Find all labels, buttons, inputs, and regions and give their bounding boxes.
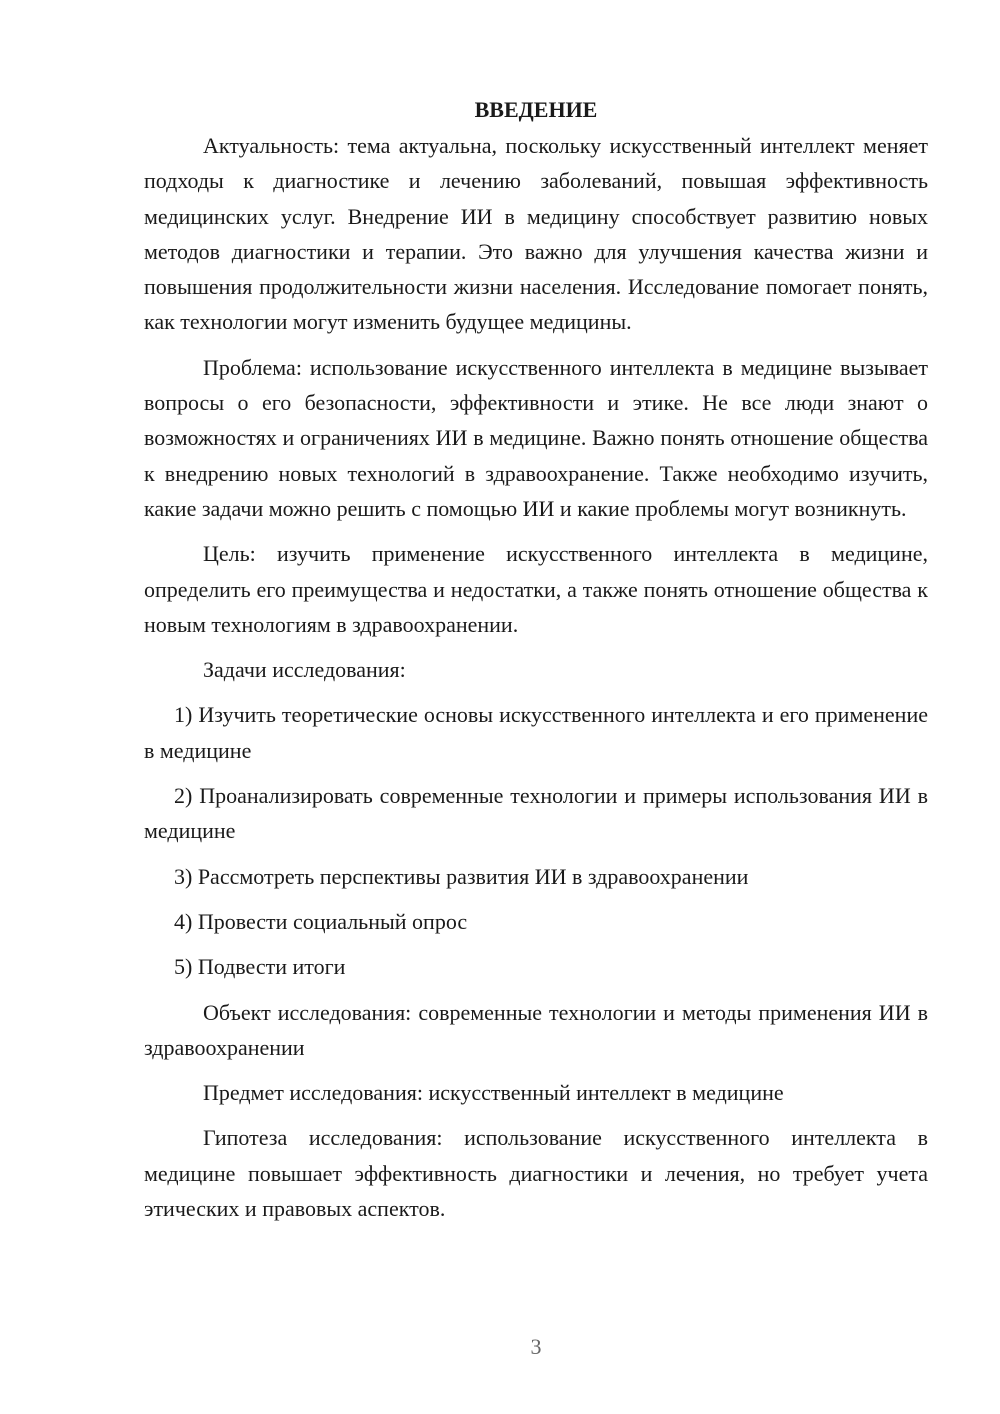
paragraph-problem: Проблема: использование искусственного интеллекта в медицине вызывает вопросы о его безопасности, эффективности и этике. Не все люди знают о возможностях и ограничениях ИИ в медицине. Важно понять отношение общества к внедрению новых технологий в здравоохранение. Также необходимо изучить, какие задачи можно решить с помощью ИИ и какие проблемы могут возникнуть.	[144, 354, 928, 521]
task-item-4: 4) Провести социальный опрос	[174, 908, 468, 934]
document-page	[144, 92, 928, 1236]
page-number: 3	[530, 1334, 542, 1359]
paragraph-object: Объект исследования: современные технологии и методы применения ИИ в здравоохранении	[144, 999, 928, 1060]
task-item-1: 1) Изучить теоретические основы искусственного интеллекта и его применение в медицине	[144, 702, 928, 763]
paragraph-goal: Цель: изучить применение искусственного интеллекта в медицине, определить его преимущества и недостатки, а также понять отношение общества к новым технологиям в здравоохранении.	[144, 541, 928, 637]
task-item-3: 3) Рассмотреть перспективы развития ИИ в здравоохранении	[174, 863, 749, 889]
paragraph-hypothesis: Гипотеза исследования: использование искусственного интеллекта в медицине повышает эффективность диагностики и лечения, но требует учета этических и правовых аспектов.	[144, 1125, 928, 1222]
section-heading: ВВЕДЕНИЕ	[474, 97, 598, 122]
task-item-5: 5) Подвести итоги	[174, 954, 346, 980]
paragraph-subject: Предмет исследования: искусственный интеллект в медицине	[203, 1080, 784, 1106]
paragraph-relevance: Актуальность: тема актуальна, поскольку искусственный интеллект меняет подходы к диагностике и лечению заболеваний, повышая эффективность медицинских услуг. Внедрение ИИ в медицину способствует развитию новых методов диагностики и терапии. Это важно для улучшения качества жизни и повышения продолжительности жизни населения. Исследование помогает понять, как технологии могут изменить будущее медицины.	[144, 133, 928, 335]
task-item-2: 2) Проанализировать современные технологии и примеры использования ИИ в медицине	[144, 783, 928, 844]
paragraph-tasks-title: Задачи исследования:	[203, 657, 406, 683]
